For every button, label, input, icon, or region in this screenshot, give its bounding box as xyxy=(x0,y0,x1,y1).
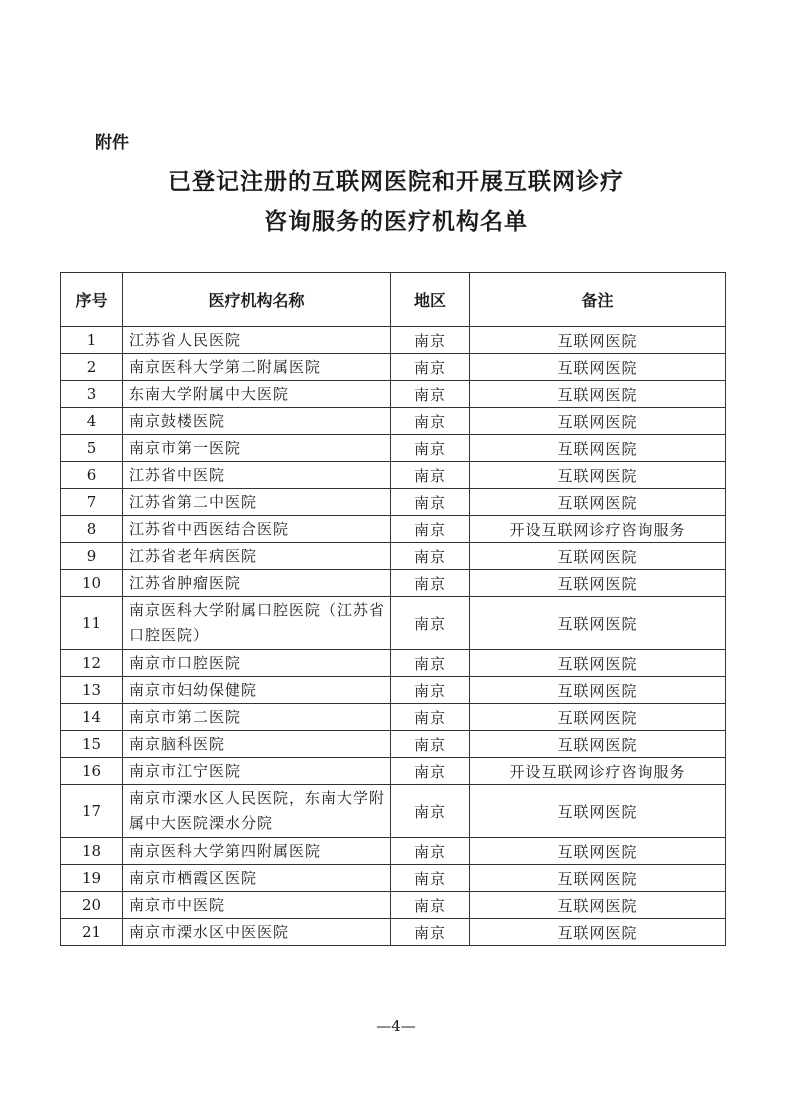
table-row xyxy=(61,435,726,462)
row-serial-number: 5 xyxy=(61,435,123,462)
row-institution-name: 江苏省人民医院 xyxy=(123,327,391,354)
row-remarks: 互联网医院 xyxy=(470,785,726,838)
table-row xyxy=(61,381,726,408)
row-remarks: 互联网医院 xyxy=(470,731,726,758)
row-institution-name: 南京医科大学第四附属医院 xyxy=(123,838,391,865)
row-serial-number: 21 xyxy=(61,919,123,946)
row-institution-name: 南京市中医院 xyxy=(123,892,391,919)
row-serial-number: 6 xyxy=(61,462,123,489)
row-remarks: 开设互联网诊疗咨询服务 xyxy=(470,516,726,543)
row-institution-name: 南京市江宁医院 xyxy=(123,758,391,785)
table-row xyxy=(61,838,726,865)
row-serial-number: 1 xyxy=(61,327,123,354)
row-institution-name: 南京医科大学附属口腔医院（江苏省口腔医院） xyxy=(123,597,391,650)
row-serial-number: 17 xyxy=(61,785,123,838)
row-remarks: 互联网医院 xyxy=(470,597,726,650)
row-remarks: 互联网医院 xyxy=(470,677,726,704)
row-remarks: 互联网医院 xyxy=(470,327,726,354)
row-serial-number: 2 xyxy=(61,354,123,381)
page-number: —4— xyxy=(376,1017,416,1035)
row-region: 南京 xyxy=(391,785,470,838)
row-institution-name: 南京市第二医院 xyxy=(123,704,391,731)
row-serial-number: 7 xyxy=(61,489,123,516)
row-remarks: 互联网医院 xyxy=(470,435,726,462)
row-remarks: 互联网医院 xyxy=(470,408,726,435)
row-institution-name: 南京市第一医院 xyxy=(123,435,391,462)
table-row xyxy=(61,462,726,489)
table-row xyxy=(61,650,726,677)
row-region: 南京 xyxy=(391,731,470,758)
row-institution-name: 南京市妇幼保健院 xyxy=(123,677,391,704)
table-row xyxy=(61,327,726,354)
table-row xyxy=(61,597,726,650)
row-remarks: 互联网医院 xyxy=(470,489,726,516)
row-region: 南京 xyxy=(391,677,470,704)
row-region: 南京 xyxy=(391,570,470,597)
table-row xyxy=(61,543,726,570)
document-title-line-1: 已登记注册的互联网医院和开展互联网诊疗 xyxy=(168,169,624,195)
table-row xyxy=(61,704,726,731)
row-remarks: 互联网医院 xyxy=(470,381,726,408)
row-region: 南京 xyxy=(391,381,470,408)
row-region: 南京 xyxy=(391,543,470,570)
table-row xyxy=(61,408,726,435)
row-remarks: 互联网医院 xyxy=(470,704,726,731)
row-region: 南京 xyxy=(391,435,470,462)
row-serial-number: 16 xyxy=(61,758,123,785)
table-row xyxy=(61,516,726,543)
row-region: 南京 xyxy=(391,865,470,892)
attachment-label: 附件 xyxy=(95,133,129,153)
table-header-row xyxy=(61,273,726,327)
table-row xyxy=(61,677,726,704)
row-institution-name: 南京市口腔医院 xyxy=(123,650,391,677)
row-remarks: 互联网医院 xyxy=(470,650,726,677)
row-region: 南京 xyxy=(391,489,470,516)
row-serial-number: 12 xyxy=(61,650,123,677)
row-institution-name: 南京市栖霞区医院 xyxy=(123,865,391,892)
row-remarks: 互联网医院 xyxy=(470,838,726,865)
row-institution-name: 江苏省老年病医院 xyxy=(123,543,391,570)
table-row xyxy=(61,489,726,516)
table-row xyxy=(61,865,726,892)
header-institution-name: 医疗机构名称 xyxy=(123,273,391,327)
row-serial-number: 19 xyxy=(61,865,123,892)
row-region: 南京 xyxy=(391,919,470,946)
row-institution-name: 江苏省第二中医院 xyxy=(123,489,391,516)
row-region: 南京 xyxy=(391,516,470,543)
row-region: 南京 xyxy=(391,838,470,865)
row-region: 南京 xyxy=(391,704,470,731)
row-institution-name: 江苏省中医院 xyxy=(123,462,391,489)
header-serial-number: 序号 xyxy=(61,273,123,327)
row-remarks: 互联网医院 xyxy=(470,543,726,570)
row-serial-number: 14 xyxy=(61,704,123,731)
row-remarks: 开设互联网诊疗咨询服务 xyxy=(470,758,726,785)
row-serial-number: 8 xyxy=(61,516,123,543)
row-serial-number: 20 xyxy=(61,892,123,919)
row-institution-name: 南京市溧水区人民医院，东南大学附属中大医院溧水分院 xyxy=(123,785,391,838)
row-region: 南京 xyxy=(391,408,470,435)
row-region: 南京 xyxy=(391,650,470,677)
table-body xyxy=(61,327,726,946)
row-serial-number: 9 xyxy=(61,543,123,570)
row-region: 南京 xyxy=(391,597,470,650)
row-institution-name: 南京脑科医院 xyxy=(123,731,391,758)
row-serial-number: 3 xyxy=(61,381,123,408)
row-serial-number: 11 xyxy=(61,597,123,650)
table-row xyxy=(61,731,726,758)
row-institution-name: 南京市溧水区中医医院 xyxy=(123,919,391,946)
row-remarks: 互联网医院 xyxy=(470,462,726,489)
row-institution-name: 南京医科大学第二附属医院 xyxy=(123,354,391,381)
row-remarks: 互联网医院 xyxy=(470,892,726,919)
row-serial-number: 4 xyxy=(61,408,123,435)
table-row xyxy=(61,919,726,946)
row-serial-number: 15 xyxy=(61,731,123,758)
row-serial-number: 18 xyxy=(61,838,123,865)
row-institution-name: 南京鼓楼医院 xyxy=(123,408,391,435)
row-region: 南京 xyxy=(391,758,470,785)
row-remarks: 互联网医院 xyxy=(470,570,726,597)
row-region: 南京 xyxy=(391,327,470,354)
header-region: 地区 xyxy=(391,273,470,327)
row-remarks: 互联网医院 xyxy=(470,354,726,381)
row-institution-name: 江苏省肿瘤医院 xyxy=(123,570,391,597)
row-region: 南京 xyxy=(391,892,470,919)
table-row xyxy=(61,354,726,381)
row-serial-number: 13 xyxy=(61,677,123,704)
row-region: 南京 xyxy=(391,354,470,381)
document-title-line-2: 咨询服务的医疗机构名单 xyxy=(264,209,528,235)
row-institution-name: 东南大学附属中大医院 xyxy=(123,381,391,408)
table-row xyxy=(61,758,726,785)
table-row xyxy=(61,785,726,838)
row-serial-number: 10 xyxy=(61,570,123,597)
row-remarks: 互联网医院 xyxy=(470,919,726,946)
row-remarks: 互联网医院 xyxy=(470,865,726,892)
row-institution-name: 江苏省中西医结合医院 xyxy=(123,516,391,543)
table-row xyxy=(61,892,726,919)
header-remarks: 备注 xyxy=(470,273,726,327)
row-region: 南京 xyxy=(391,462,470,489)
table-row xyxy=(61,570,726,597)
institution-table xyxy=(60,272,726,946)
